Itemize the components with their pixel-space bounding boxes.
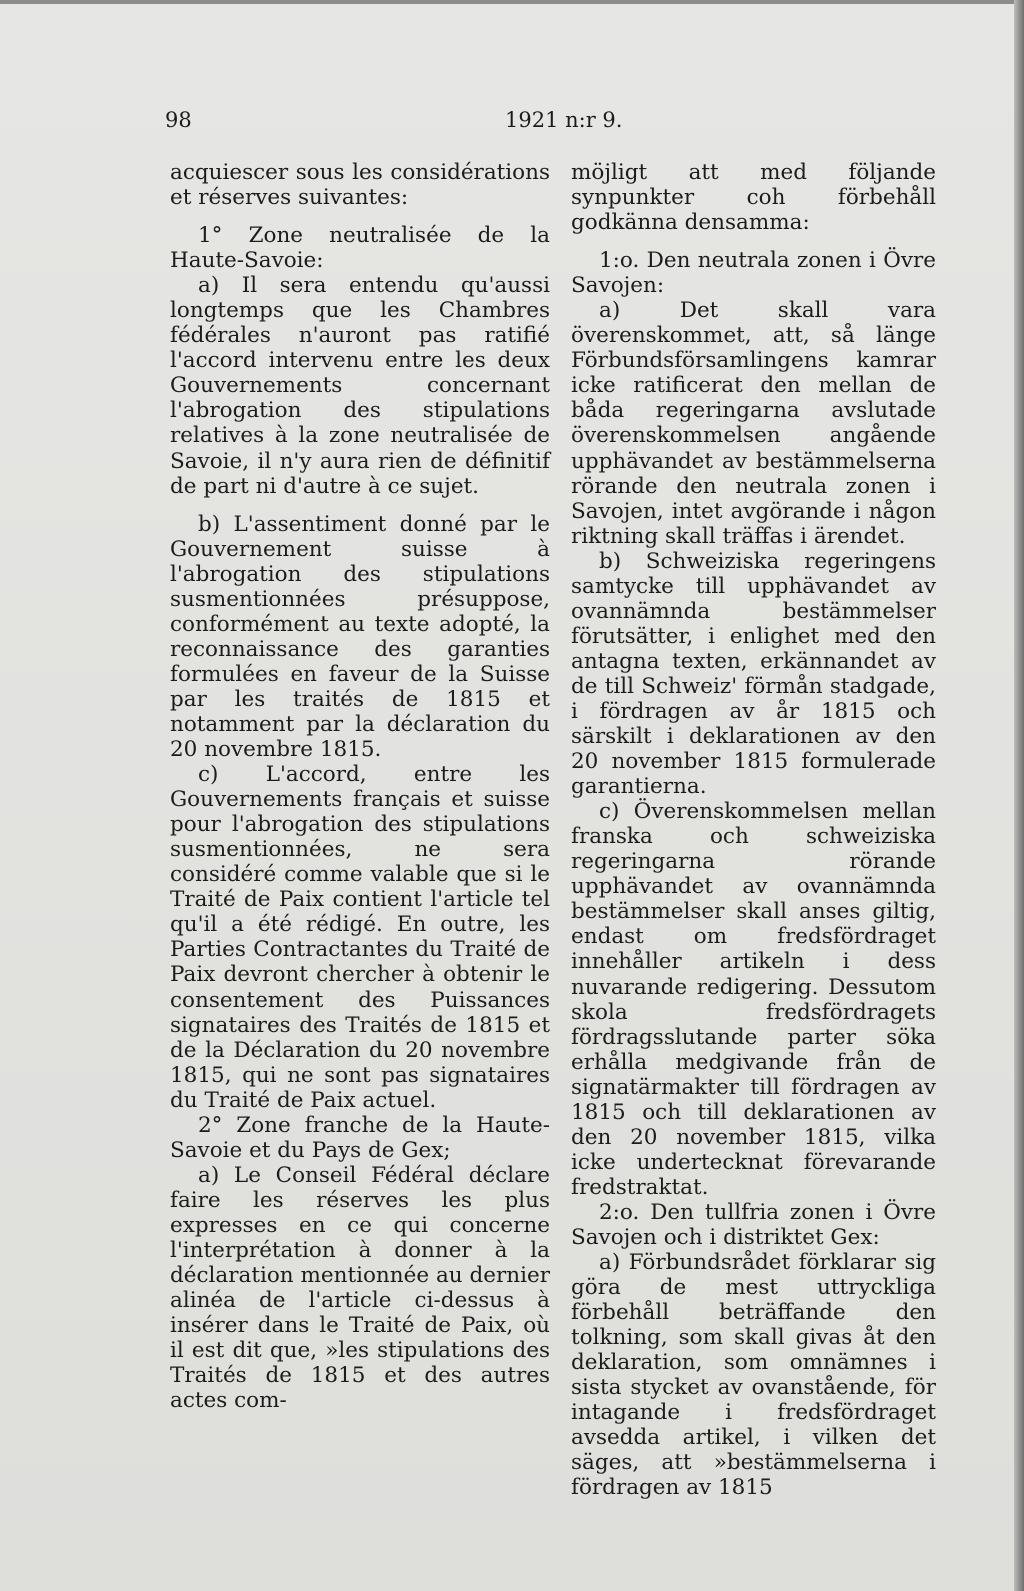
fr-paragraph-a: a) Il sera entendu qu'aussi longtemps que les Chambres fédérales n'auront pas ratifié l'accord intervenu entre les deux Gouvernements concernant l'abrogation des stipulations relatives à la zone neutralisée de Savoie, il n'y aura rien de définitif de part ni d'autre à ce sujet. xyxy=(170,273,550,499)
swedish-column xyxy=(571,160,936,1500)
page-header xyxy=(165,108,935,140)
scan-edge-right xyxy=(1014,0,1024,1591)
fr-heading-zone-franche: 2° Zone franche de la Haute-Savoie et du Pays de Gex; xyxy=(170,1112,550,1163)
fr-paragraph-intro: acquiescer sous les considérations et réserves suivantes: xyxy=(170,160,550,211)
fr-paragraph-2a: a) Le Conseil Fédéral déclare faire les réserves les plus expresses en ce qui concerne l'interprétation à donner à la déclaration mentionnée au dernier alinéa de l'article ci-dessus à insérer dans le Traité de Paix, où il est dit que, »les stipulations des Traités de 1815 et des autres actes com- xyxy=(170,1162,550,1414)
page-year-reference: 1921 n:r 9. xyxy=(505,108,623,132)
scan-edge-top xyxy=(0,0,1024,4)
sv-paragraph-intro: möjligt att med följande synpunkter coh förbehåll godkänna densamma: xyxy=(571,160,936,236)
sv-heading-tullfria-zonen: 2:o. Den tullfria zonen i Övre Savojen och i distriktet Gex: xyxy=(571,1199,936,1250)
sv-paragraph-a: a) Det skall vara överenskommet, att, så länge Förbundsförsamlingens kamrar icke ratificerat den mellan de båda regeringarna avslutade överenskommelsen angående upphävandet av bestämmelserna rörande den neutrala zonen i Savojen, intet avgörande i någon riktning skall träffas i ärendet. xyxy=(571,298,936,549)
french-column xyxy=(170,160,550,1413)
sv-paragraph-2a: a) Förbundsrådet förklarar sig göra de mest uttryckliga förbehåll beträffande den tolkning, som skall givas åt den deklaration, som omnämnes i sista stycket av ovanstående, för intagande i fredsfördraget avsedda artikel, i vilken det säges, att »bestämmelserna i fördragen av 1815 xyxy=(571,1250,936,1501)
sv-paragraph-b: b) Schweiziska regeringens samtycke till upphävandet av ovannämnda bestämmelser förutsätter, i enlighet med den antagna texten, erkännandet av de till Schweiz' förmån stadgade, i fördragen av år 1815 och särskilt i deklarationen av den 20 november 1815 formulerade garantierna. xyxy=(571,548,936,800)
fr-paragraph-b: b) L'assentiment donné par le Gouvernement suisse à l'abrogation des stipulations susmentionnées présuppose, conformément au texte adopté, la reconnaissance des garanties formulées en faveur de la Suisse par les traités de 1815 et notamment par la déclaration du 20 novembre 1815. xyxy=(170,511,550,763)
fr-heading-zone-neutralisee: 1° Zone neutralisée de la Haute-Savoie: xyxy=(170,223,550,274)
sv-heading-neutrala-zonen: 1:o. Den neutrala zonen i Övre Savojen: xyxy=(571,248,936,299)
sv-paragraph-c: c) Överenskommelsen mellan franska och schweiziska regeringarna rörande upphävandet av ovannämnda bestämmelser skall anses giltig, endast om fredsfördraget innehåller artikeln i dess nuvarande redigering. Dessutom skola fredsfördragets fördragsslutande parter söka erhålla medgivande från de signatärmakter till fördragen av 1815 och till deklarationen av den 20 november 1815, vilka icke undertecknat förevarande fredstraktat. xyxy=(571,799,936,1200)
page-number: 98 xyxy=(165,108,192,132)
fr-paragraph-c: c) L'accord, entre les Gouvernements français et suisse pour l'abrogation des stipulations susmentionnées, ne sera considéré comme valable que si le Traité de Paix contient l'article tel qu'il a été rédigé. En outre, les Parties Contractantes du Traité de Paix devront chercher à obtenir le consentement des Puissances signataires des Traités de 1815 et de la Déclaration du 20 novembre 1815, qui ne sont pas signataires du Traité de Paix actuel. xyxy=(170,762,550,1113)
